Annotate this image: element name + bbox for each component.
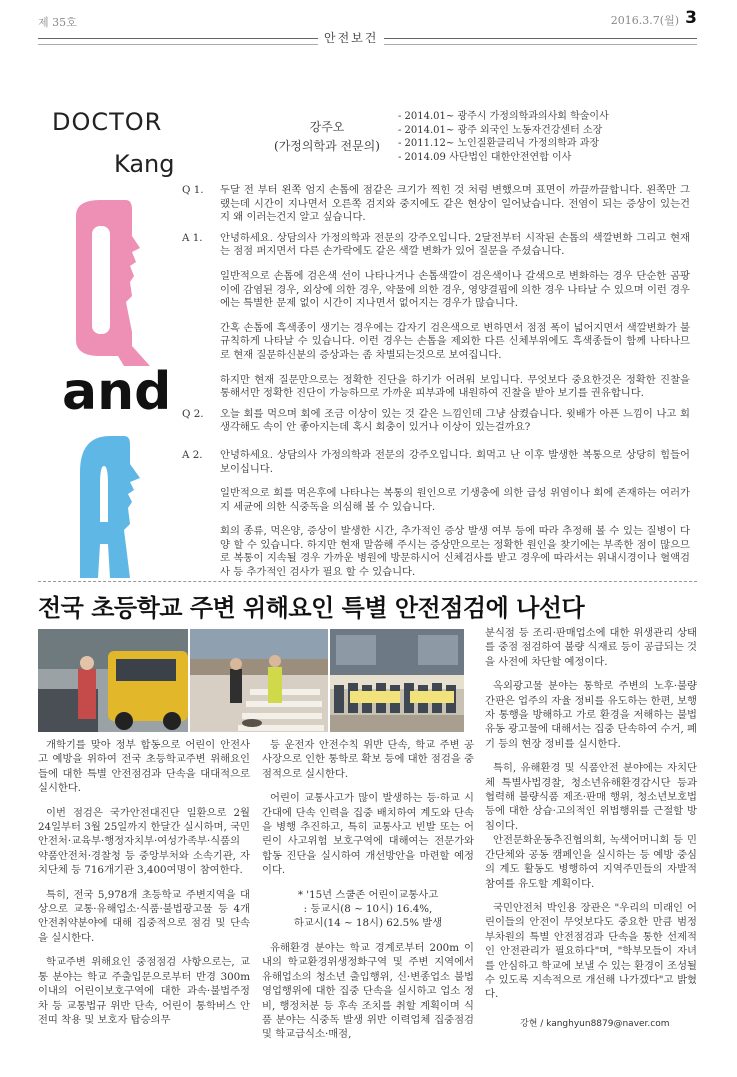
- article-paragraph: 국민안전처 박인용 장관은 "우리의 미래인 어린이들의 안전이 무엇보다도 중요한 만큼 범정부차원의 특별 안전점검과 단속을 통한 선제적인 안전관리가 필요하다"며, "학부모들이 자녀를 안심하고 학교에 보낼 수 있는 환경이 조성될 수 있도록 지속적으로 개선해 나가겠다"고 밝혔다.: [485, 901, 697, 1001]
- author-credentials: [398, 110, 609, 164]
- credential-item: - 2014.01~ 광주 외국인 노동자건강센터 소장: [398, 124, 603, 136]
- letter-q-graphic: [66, 196, 158, 372]
- credential-item: - 2014.09 사단법인 대한안전연합 이사: [398, 151, 572, 163]
- statistic-note-line: : 등교시(8 ~ 10시) 16.4%,: [303, 903, 433, 916]
- answer-paragraph: 간혹 손톱에 흑색종이 생기는 경우에는 갑자기 검은색으로 변하면서 점점 폭이 넓어지면서 색깔변화가 불규칙하게 나타날 수 있습니다. 이런 경우는 손톱을 제외한 다른 신체부위에도 흑색종들이 함께 나타나므로 현재 질문하신분의 증상과는 좀 차별되는것으로 보여집니다.: [220, 321, 690, 361]
- answer-1: [182, 232, 690, 401]
- article-paragraph: 어린이 교통사고가 많이 발생하는 등·하교 시간대에 단속 인력을 집중 배치하여 계도와 단속을 병행 추진하고, 특히 교통사고 빈발 또는 어린이 사고위험 보호구역에 대해여는 전문가와 합동 진단을 실시하여 개선방안을 마련할 예정이다.: [262, 792, 474, 877]
- answer-paragraph: 안녕하세요. 상담의사 가정의학과 전문의 강주오입니다. 회먹고 난 이후 발생한 복통으로 상당히 힘들어 보이십니다.: [220, 448, 690, 475]
- article-paragraph: 학교주변 위해요인 중점점검 사항으로는, 교통 분야는 학교 주출입문으로부터 반경 300m 이내의 어린이보호구역에 대한 과속·불법주정차 등 교통법규 위반 단속, 어린이 통학버스 안전띠 착용 및 보호자 탑승의무: [38, 956, 250, 1026]
- article-headline: 전국 초등학교 주변 위해요인 특별 안전점검에 나선다: [38, 594, 585, 622]
- article-paragraph: 안전문화운동추진협의회, 녹색어머니회 등 민간단체와 공동 캠페인을 실시하는 등 예방 중심의 계도 활동도 병행하여 지역주민들의 자발적 참여를 유도할 계획이다.: [485, 834, 697, 890]
- article-paragraph: 특히, 전국 5,978개 초등학교 주변지역을 대상으로 교통·유해업소·식품·불법광고물 등 4개 안전취약분야에 대해 집중적으로 점검 및 단속을 실시한다.: [38, 888, 250, 944]
- section-title: 안전보건: [318, 29, 384, 46]
- article-paragraph: 분식점 등 조리·판매업소에 대한 위생관리 상태를 중점 점검하여 불량 식재료 등이 공급되는 것을 사전에 차단할 예정이다.: [485, 627, 697, 668]
- photo-crosswalk-inspection: [190, 629, 328, 732]
- article-paragraph: 옥외광고물 분야는 통학로 주변의 노후·불량 간판은 업주의 자율 정비를 유도하는 한편, 보행자 통행을 방해하고 가로 환경을 저해하는 불법 유동 광고물에 대해서는 집중 단속하여 수거, 폐기 등의 현장 정비를 실시한다.: [485, 680, 697, 750]
- letter-a-graphic: [66, 432, 156, 582]
- answer-2: [182, 449, 690, 591]
- author-block: [262, 118, 392, 156]
- answer-label: A 2.: [182, 448, 203, 461]
- answer-paragraph: 일반적으로 손톱에 검은색 선이 나타나거나 손톱색깔이 검은색이나 갈색으로 변화하는 경우 단순한 곰팡이에 감염된 경우, 외상에 의한 경우, 약물에 의한 경우, 영양결핍에 의한 경우 나타날 수 있으며 이런 경우에는 특별한 문제 없이 시간이 지나면서 없어지는 경우가 많습니다.: [220, 269, 691, 310]
- statistic-note-line: 하교시(14 ~ 18시) 62.5% 발생: [293, 917, 443, 930]
- photo-school-bus: [38, 629, 188, 732]
- issue-date: 2016.3.7(월): [610, 14, 679, 27]
- article-paragraph: 등 운전자 안전수칙 위반 단속, 학교 주변 공사장으로 인한 통학로 확보 등에 대한 점검을 중점적으로 실시한다.: [262, 739, 474, 780]
- answer-paragraph: 하지만 현재 질문만으로는 정확한 진단을 하기가 어려워 보입니다. 무엇보다 중요한것은 정확한 진찰을 통해서만 정확한 진단이 가능하므로 가까운 피부과에 내원하여 진찰을 받아 보기를 권유합니다.: [220, 373, 690, 400]
- issue-number: 제 35호: [38, 16, 77, 29]
- section-divider: [38, 581, 697, 582]
- answer-paragraph: 회의 종류, 먹은양, 증상이 발생한 시간, 추가적인 증상 발생 여부 등에 따라 추정해 볼 수 있는 질병이 다양 할 수 있습니다. 하지만 현재 말씀해 주시는 증상만으로는 정확한 원인을 찾기에는 부족한 점이 많으므로 복통이 지속될 경우 가까운 병원에 방문하시어 신체검사를 받고 경우에 따라서는 위내시경이나 혈액검사 등 추가적인 검사가 필요 할 수 있습니다.: [220, 525, 690, 579]
- column-brand-kang: Kang: [114, 150, 175, 178]
- article-paragraph: 이번 점검은 국가안전대진단 일환으로 2월 24일부터 3월 25일까지 한달간 실시하며, 국민안전처·교육부·행정자치부·여성가족부·식품의약품안전처·경찰청 등 중앙부처와 소속기관, 자치단체 등 716개기관 3,400여명이 참여한다.: [38, 806, 250, 877]
- word-and: and: [62, 362, 172, 422]
- question-label: Q 2.: [182, 407, 204, 420]
- article-column-2: [262, 738, 474, 1052]
- qa-content: [182, 184, 690, 598]
- article-paragraph: 유해환경 분야는 학교 경계로부터 200m 이내의 학교환경위생정화구역 및 주변 지역에서 유해업소의 청소년 출입행위, 신·변종업소 불법 영업행위에 대한 집중 단속을 실시하고 업소 정비, 행정처분 등 후속 조치를 취할 계획이며 식품 분야는 식중독 발생 위반 이력업체 집중점검 및 학교급식소·매점,: [262, 941, 474, 1041]
- article-column-1: [38, 738, 250, 1037]
- answer-paragraph: 안녕하세요. 상담의사 가정의학과 전문의 강주오입니다. 2달전부터 시작된 손톱의 색깔변화 그리고 현재는 점점 퍼지면서 다른 손가락에도 같은 색깔 변화가 있어 질문을 주셨습니다.: [220, 231, 690, 258]
- page-number: 3: [685, 8, 697, 28]
- article-paragraph: 개학기를 맞아 정부 합동으로 어린이 안전사고 예방을 위하여 전국 초등학교주변 위해요인들에 대한 특별 안전점검과 단속을 대대적으로 실시한다.: [38, 739, 250, 795]
- question-text: 두달 전 부터 왼쪽 엄지 손톱에 점같은 크기가 찍힌 것 처럼 변했으며 표면이 까끌까끌합니다. 왼쪽만 그랬는데 시간이 지나면서 오른쪽 검지와 중지에도 같은 현상이 일어났습니다. 전염이 되는 증상이 있는건지 왜 이러는건지 알고 싶습니다.: [220, 184, 690, 224]
- photo-campaign-group: [330, 629, 464, 732]
- article-column-3: [485, 626, 697, 1012]
- question-label: Q 1.: [182, 184, 204, 196]
- author-name: 강주오: [309, 120, 345, 134]
- question-text: 오늘 회를 먹으며 회에 조금 이상이 있는 것 같은 느낌인데 그냥 삼켰습니다. 윗배가 아픈 느낌이 나고 회 생각해도 속이 안 좋아지는데 혹시 회충이 있거나 이상이 있는걸까요?: [220, 407, 690, 434]
- answer-label: A 1.: [182, 231, 203, 244]
- author-title: (가정의학과 전문의): [274, 139, 380, 153]
- article-byline: 강현 / kanghyun8879@naver.com: [520, 1019, 670, 1029]
- question-1: [182, 184, 690, 225]
- credential-item: - 2011.12~ 노인질환클리닉 가정의학과 과장: [398, 138, 600, 149]
- statistic-note-line: * '15년 스쿨존 어린이교통사고: [297, 888, 439, 901]
- face-profile-a-icon: [66, 432, 156, 578]
- face-profile-q-icon: [66, 196, 158, 368]
- answer-paragraph: 일반적으로 회를 먹은후에 나타나는 복통의 원인으로 기생충에 의한 급성 위염이나 회에 존재하는 여러가지 세균에 의한 식중독을 의심해 볼 수 있습니다.: [220, 487, 690, 513]
- column-brand-doctor: DOCTOR: [52, 108, 163, 136]
- article-paragraph: 특히, 유해환경 및 식품안전 분야에는 자치단체 특별사법경찰, 청소년유해환경감시단 등과 협력해 불량식품 제조·판매 행위, 청소년보호법 등에 대한 상습·고의적인 위법행위를 근절할 방침이다.: [485, 762, 697, 832]
- question-2: [182, 408, 690, 435]
- credential-item: - 2014.01~ 광주시 가정의학과의사회 학술이사: [398, 111, 609, 122]
